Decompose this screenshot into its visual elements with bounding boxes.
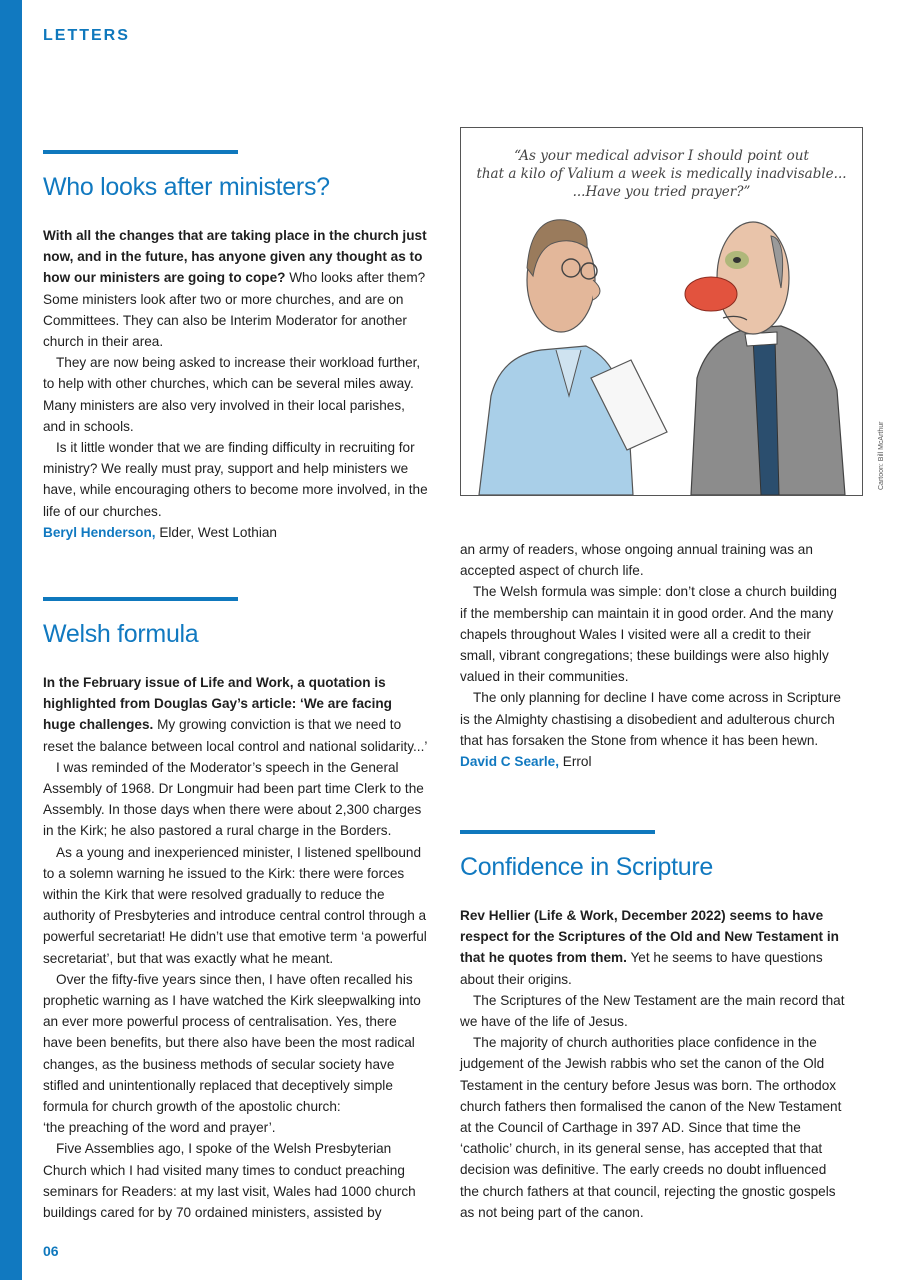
signature-name: David C Searle, <box>460 754 559 770</box>
signature-place: Elder, West Lothian <box>155 524 277 540</box>
cartoon-credit: Cartoon: Bill McArthur <box>878 421 885 490</box>
signature-place: Errol <box>558 754 592 770</box>
letter-signature <box>460 751 845 772</box>
letter-paragraph: an army of readers, whose ongoing annual training was an accepted aspect of church life. <box>460 542 813 579</box>
cartoon-caption-line: “As your medical advisor I should point out <box>514 148 809 164</box>
letter-body-start: Yet he seems to have questions about their origins. <box>460 950 823 987</box>
heading-rule <box>460 830 655 834</box>
letter-paragraph: The majority of church authorities place confidence in the judgement of the Jewish rabbis who set the canon of the Old Testament in the century before Jesus was born. The orthodox church fathers then formalised the canon of the New Testament at the Council of Carthage in 397 AD. Since that time the ‘catholic’ church, in its general sense, has accepted that that decision was definitive. The early creeds no doubt influenced the church fathers at that council, rejecting the gnostic gospels as not being part of the canon. <box>460 1035 842 1220</box>
letter-paragraph: The Scriptures of the New Testament are the main record that we have of the life of Jesus. <box>460 992 845 1030</box>
heading-rule <box>43 597 238 601</box>
letter-opening <box>460 905 845 990</box>
letter-title: Who looks after ministers? <box>43 173 330 201</box>
letter-confidence-in-scripture <box>460 830 845 1223</box>
letter-paragraph: They are now being asked to increase their workload further, to help with other churches, which can be several miles away. Many ministers are also very involved in their local parishes, and in schools. <box>43 355 421 434</box>
heading-rule <box>43 150 238 154</box>
letter-paragraph: Is it little wonder that we are finding difficulty in recruiting for ministry? We really must pray, support and help ministers we have, while encouraging others to become more involved, in the life of our churches. <box>43 440 428 519</box>
letter-lead: In the February issue of Life and Work, a quotation is highlighted from Douglas Gay’s article: ‘We are facing huge challenges. <box>43 675 392 733</box>
letter-title: Welsh formula <box>43 620 199 648</box>
letter-body-start: Who looks after them? Some ministers look after two or more churches, and are on Committees. They can also be Interim Moderator for another church in their area. <box>43 270 426 350</box>
letter-paragraph: Over the fifty-five years since then, I have often recalled his prophetic warning as I have watched the Kirk sleepwalking into an ever more powerful process of centralisation. Yes, there have been benefits, but there also have been the most radical changes, as the business methods of secular society have stifled and unintentionally replaced that deceptively simple formula for church growth of the apostolic church: <box>43 971 421 1115</box>
letter-who-looks-after-ministers <box>43 150 428 543</box>
letter-paragraph: The only planning for decline I have come across in Scripture is the Almighty chastising a disobedient and adulterous church that has forsaken the Stone from whence it has been hewn. <box>460 690 841 748</box>
doctor-figure <box>479 220 667 495</box>
letter-paragraph: I was reminded of the Moderator’s speech in the General Assembly of 1968. Dr Longmuir had been part time Clerk to the Assembly. In those days when there were about 2,300 charges in the Kirk; he also pastored a rural charge in the Borders. <box>43 759 424 839</box>
quote-line: ‘the preaching of the word and prayer’. <box>43 1120 276 1136</box>
letter-paragraph: As a young and inexperienced minister, I listened spellbound to a solemn warning he issued to the Kirk: there were forces within the Kirk that were resolved gradually to reduce the authority of Presbyteries and introduce central control through a powerful secretariat! He didn’t use that emotive term ‘a powerful secretariat’, but that was exactly what he meant. <box>43 844 427 966</box>
sidebar-accent-bar <box>0 0 22 1280</box>
page-number: 06 <box>43 1243 59 1259</box>
section-label: LETTERS <box>43 27 130 44</box>
letter-lead: Rev Hellier (Life & Work, December 2022) seems to have respect for the Scriptures of the Old and New Testament in that he quotes from them. <box>460 908 839 966</box>
signature-name: Beryl Henderson, <box>43 524 156 540</box>
minister-figure <box>685 222 845 495</box>
letter-paragraph: The Welsh formula was simple: don’t close a church building if the membership can maintain it in good order. And the many chapels throughout Wales I visited were all a credit to their small, vibrant congregations; these buildings were also highly valued in their communities. <box>460 584 837 685</box>
letter-opening <box>43 672 428 757</box>
cartoon-illustration <box>461 128 862 495</box>
cartoon-caption-line: that a kilo of Valium a week is medically inadvisable... <box>476 166 847 182</box>
letter-lead: With all the changes that are taking place in the church just now, and in the future, has anyone given any thought as to how our ministers are going to cope? <box>43 228 427 286</box>
letter-paragraph: Five Assemblies ago, I spoke of the Welsh Presbyterian Church which I had visited many times to conduct preaching seminars for Readers: at my last visit, Wales had 1000 church buildings cared for by 70 ordained ministers, assisted by <box>43 1141 416 1221</box>
cartoon <box>460 127 863 496</box>
letter-signature <box>43 522 428 543</box>
letter-welsh-formula-continued <box>460 539 845 772</box>
cartoon-caption-line: ...Have you tried prayer?” <box>572 184 751 200</box>
letter-opening <box>43 225 428 352</box>
letter-body-start: My growing conviction is that we need to reset the balance between local control and national solidarity...’ <box>43 717 428 754</box>
letter-welsh-formula <box>43 597 428 1223</box>
letter-title: Confidence in Scripture <box>460 853 713 881</box>
